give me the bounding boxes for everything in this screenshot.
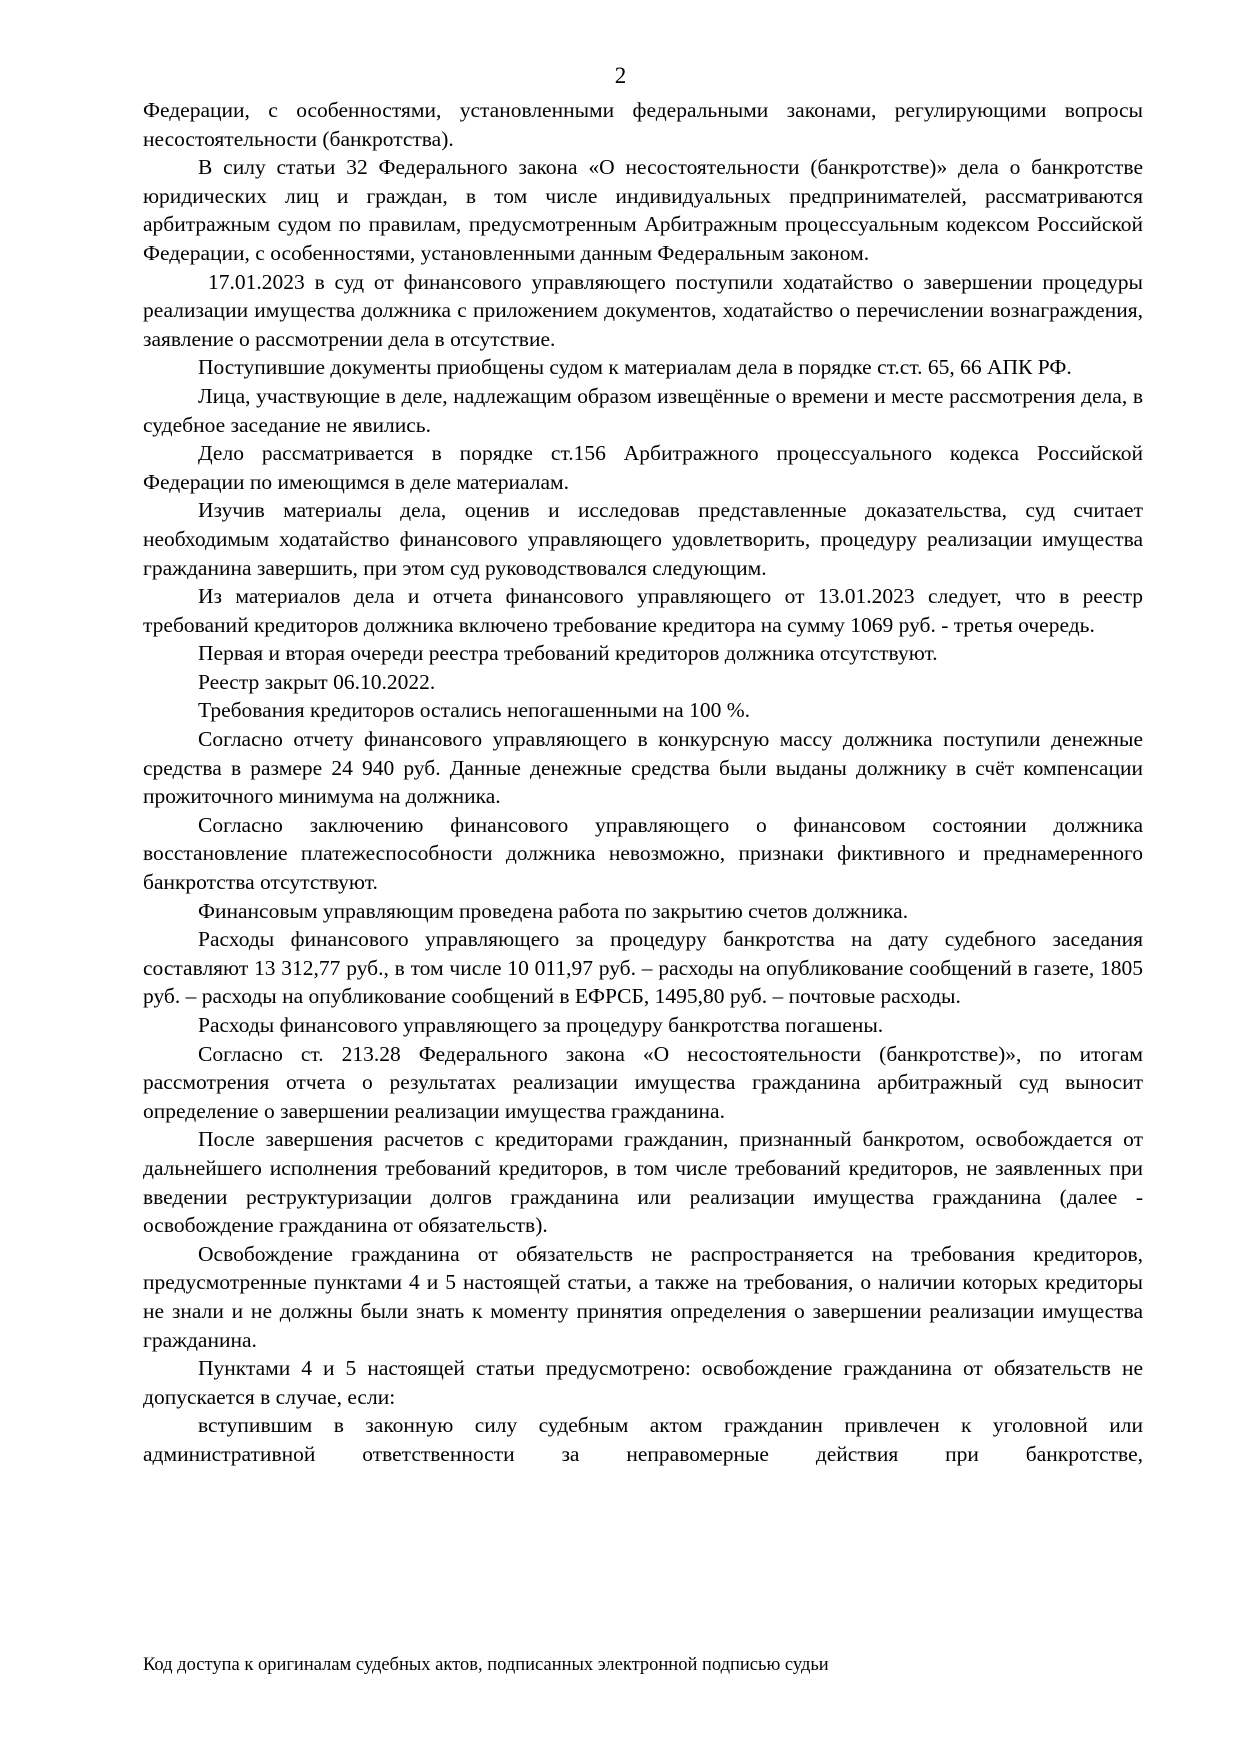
paragraph-21: вступившим в законную силу судебным актом гражданин привлечен к уголовной или административной ответственности за неправомерные действия при банкротстве, bbox=[143, 1413, 1143, 1466]
paragraph-9: Первая и вторая очереди реестра требований кредиторов должника отсутствуют. bbox=[198, 641, 938, 666]
paragraph-6: Дело рассматривается в порядке ст.156 Арбитражного процессуального кодекса Российской Федерации по имеющимся в деле материалам. bbox=[143, 441, 1143, 494]
paragraph-15: Расходы финансового управляющего за процедуру банкротства на дату судебного заседания составляют 13 312,77 руб., в том числе 10 011,97 руб. – расходы на опубликование сообщений в газете, 1805 руб. – расходы на опубликование сообщений в ЕФРСБ, 1495,80 руб. – почтовые расходы. bbox=[143, 927, 1143, 1009]
paragraph-13: Согласно заключению финансового управляющего о финансовом состоянии должника восстановление платежеспособности должника невозможно, признаки фиктивного и преднамеренного банкротства отсутствуют. bbox=[143, 812, 1143, 895]
paragraph-2: В силу статьи 32 Федерального закона «О несостоятельности (банкротстве)» дела о банкротстве юридических лиц и граждан, в том числе индивидуальных предпринимателей, рассматриваются арбитражным судом по правилам, предусмотренным Арбитражным процессуальным кодексом Российской Федерации, с особенностями, установленными данным Федеральным законом. bbox=[143, 155, 1143, 265]
paragraph-8: Из материалов дела и отчета финансового управляющего от 13.01.2023 следует, что в реестр требований кредиторов должника включено требование кредитора на сумму 1069 руб. - третья очередь. bbox=[143, 584, 1143, 637]
paragraph-3: 17.01.2023 в суд от финансового управляющего поступили ходатайство о завершении процедуры реализации имущества должника с приложением документов, ходатайство о перечислении вознаграждения, заявление о рассмотрении дела в отсутствие. bbox=[143, 269, 1143, 351]
paragraph-16: Расходы финансового управляющего за процедуру банкротства погашены. bbox=[198, 1013, 884, 1037]
paragraph-20: Пунктами 4 и 5 настоящей статьи предусмотрено: освобождение гражданина от обязательств не допускается в случае, если: bbox=[143, 1356, 1143, 1409]
paragraph-14: Финансовым управляющим проведена работа по закрытию счетов должника. bbox=[198, 898, 909, 923]
page-number: 2 bbox=[614, 63, 627, 88]
paragraph-1: Федерации, с особенностями, установленными федеральными законами, регулирующими вопросы несостоятельности (банкротства). bbox=[143, 98, 1143, 151]
paragraph-12: Согласно отчету финансового управляющего в конкурсную массу должника поступили денежные средства в размере 24 940 руб. Данные денежные средства были выданы должнику в счёт компенсации прожиточного минимума на должника. bbox=[143, 727, 1143, 809]
paragraph-17: Согласно ст. 213.28 Федерального закона «О несостоятельности (банкротстве)», по итогам рассмотрения отчета о результатах реализации имущества гражданина арбитражный суд выносит определение о завершении реализации имущества гражданина. bbox=[143, 1041, 1143, 1123]
paragraph-4: Поступившие документы приобщены судом к материалам дела в порядке ст.ст. 65, 66 АПК РФ. bbox=[198, 355, 1072, 380]
paragraph-5: Лица, участвующие в деле, надлежащим образом извещённые о времени и месте рассмотрения дела, в судебное заседание не явились. bbox=[143, 383, 1143, 437]
page-footer: Код доступа к оригиналам судебных актов, подписанных электронной подписью судьи bbox=[143, 1655, 829, 1675]
paragraph-10: Реестр закрыт 06.10.2022. bbox=[198, 669, 436, 694]
document-body bbox=[143, 96, 1143, 1469]
paragraph-18: После завершения расчетов с кредиторами гражданин, признанный банкротом, освобождается от дальнейшего исполнения требований кредиторов, в том числе требований кредиторов, не заявленных при введении реструктуризации долгов гражданина или реализации имущества гражданина (далее - освобождение гражданина от обязательств). bbox=[143, 1127, 1143, 1238]
paragraph-11: Требования кредиторов остались непогашенными на 100 %. bbox=[198, 698, 750, 723]
paragraph-19: Освобождение гражданина от обязательств не распространяется на требования кредиторов, предусмотренные пунктами 4 и 5 настоящей статьи, а также на требования, о наличии которых кредиторы не знали и не должны были знать к моменту принятия определения о завершении реализации имущества гражданина. bbox=[143, 1241, 1143, 1352]
paragraph-7: Изучив материалы дела, оценив и исследовав представленные доказательства, суд считает необходимым ходатайство финансового управляющего удовлетворить, процедуру реализации имущества гражданина завершить, при этом суд руководствовался следующим. bbox=[143, 498, 1143, 580]
